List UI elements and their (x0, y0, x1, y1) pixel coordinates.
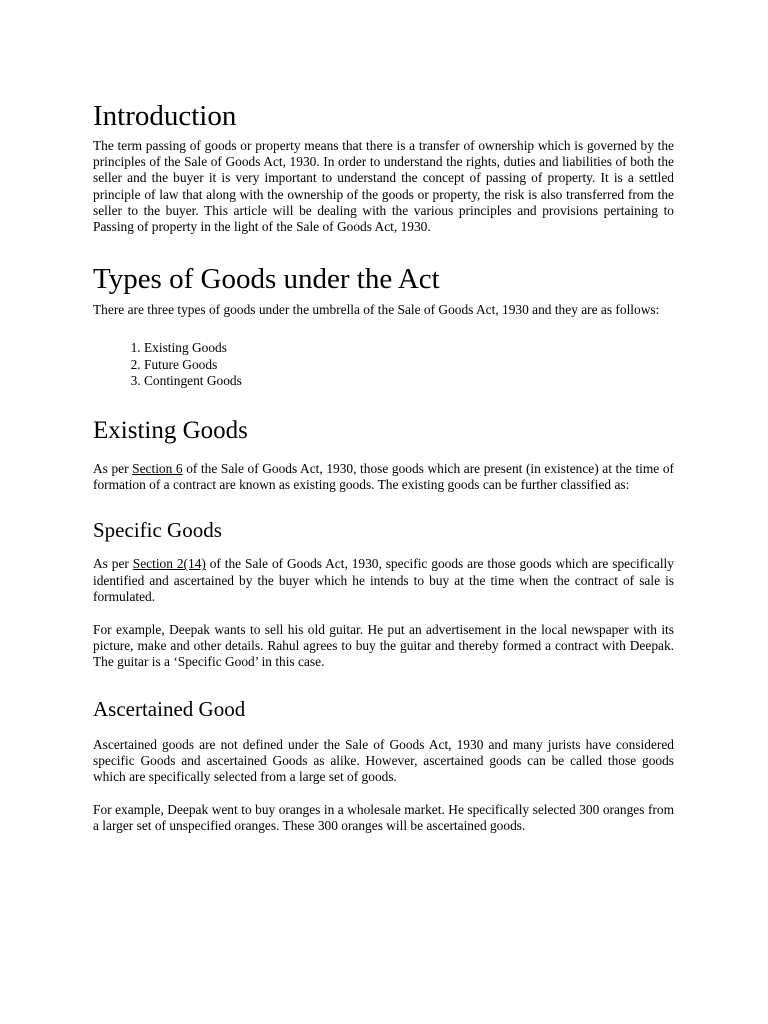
ascertained-good-paragraph: Ascertained goods are not defined under the Sale of Goods Act, 1930 and many jurists have considered specific Goods and ascertained Goods as alike. However, ascertained goods can be called those goods which are specifically selected from a large set of goods. (93, 736, 674, 785)
text-fragment: As per (93, 461, 133, 477)
existing-goods-paragraph (93, 461, 674, 493)
types-list (93, 340, 674, 389)
specific-goods-paragraph (93, 556, 674, 605)
introduction-paragraph: The term passing of goods or property means that there is a transfer of ownership which is governed by the principles of the Sale of Goods Act, 1930. In order to understand the rights, duties and liabilities of both the seller and the buyer it is very important to understand the concept of passing of property. It is a settled principle of law that along with the ownership of the goods or property, the risk is also transferred from the seller to the buyer. This article will be dealing with the various principles and provisions pertaining to Passing of property in the light of the Sale of Goods Act, 1930. (93, 138, 674, 235)
existing-goods-heading: Existing Goods (93, 417, 248, 445)
section-6-link[interactable]: Section 6 (132, 461, 183, 477)
ascertained-good-example: For example, Deepak went to buy oranges in a wholesale market. He specifically selected 300 oranges from a larger set of unspecified oranges. These 300 oranges will be ascertained goods. (93, 802, 674, 834)
text-fragment: of the Sale of Goods Act, 1930, those goods which are present (in existence) at the time of formation of a contract are known as existing goods. The existing goods can be further classified as: (93, 461, 674, 493)
types-paragraph: There are three types of goods under the umbrella of the Sale of Goods Act, 1930 and they are as follows: (93, 302, 660, 318)
list-item: 1. Existing Goods (144, 340, 674, 356)
list-item: 3. Contingent Goods (144, 373, 674, 389)
document-page (93, 98, 674, 835)
ascertained-good-heading: Ascertained Good (93, 696, 246, 721)
types-heading: Types of Goods under the Act (93, 263, 440, 296)
text-fragment: of the Sale of Goods Act, 1930, specific goods are those goods which are specifically identified and ascertained by the buyer which he intends to buy at the time when the contract of sale is formulated. (93, 556, 674, 604)
introduction-heading: Introduction (93, 100, 237, 132)
text-fragment: As per (93, 556, 133, 572)
list-item: 2. Future Goods (144, 357, 674, 373)
specific-goods-example: For example, Deepak wants to sell his old guitar. He put an advertisement in the local newspaper with its picture, make and other details. Rahul agrees to buy the guitar and thereby formed a contract with Deepak. The guitar is a ‘Specific Good’ in this case. (93, 622, 674, 670)
section-2-14-link[interactable]: Section 2(14) (132, 556, 206, 572)
specific-goods-heading: Specific Goods (93, 518, 222, 543)
